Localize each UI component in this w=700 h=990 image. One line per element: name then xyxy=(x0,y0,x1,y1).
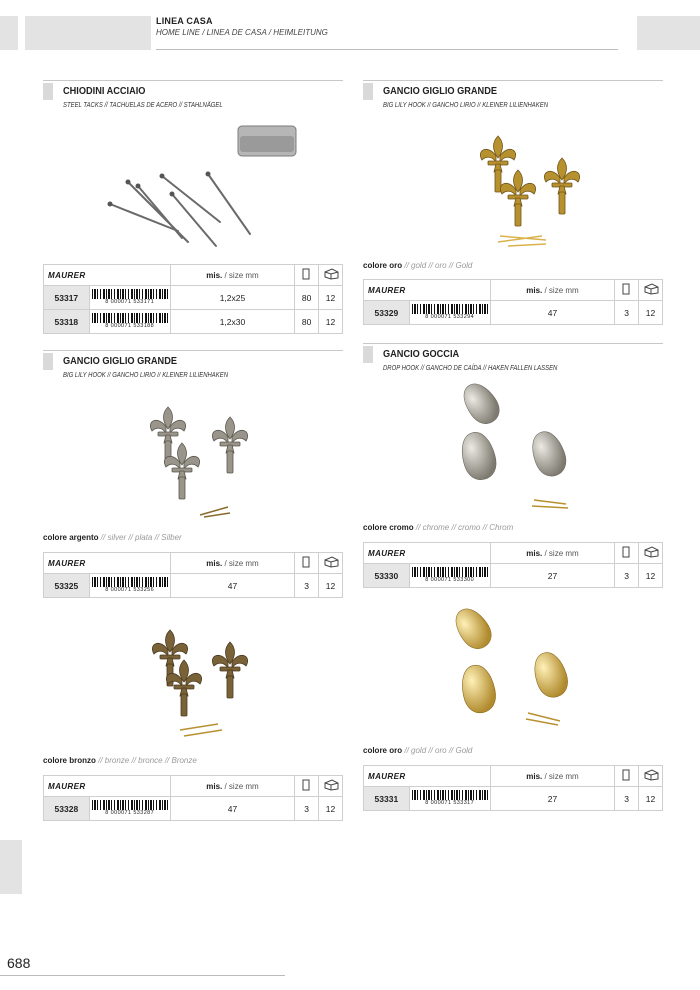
product-code: 53329 xyxy=(364,301,410,325)
product-table-lily-silver xyxy=(43,552,343,598)
mis-label: mis. xyxy=(206,558,223,568)
barcode-number: 8 000071 533171 xyxy=(105,299,155,305)
color-translations: // gold // oro // Gold xyxy=(402,261,473,270)
section-tab xyxy=(363,346,373,363)
size-header xyxy=(170,265,295,286)
unit-icon xyxy=(615,543,639,564)
qty-unit: 3 xyxy=(615,787,639,811)
size-label: / size mm xyxy=(542,548,579,558)
section-tab xyxy=(43,83,53,100)
page-header-subtitle: HOME LINE / LINEA DE CASA / HEIMLEITUNG xyxy=(156,28,328,37)
product-table-steel-tacks xyxy=(43,264,343,334)
table-row xyxy=(44,797,343,821)
color-translations: // chrome // cromo // Chrom xyxy=(413,523,514,532)
box-icon xyxy=(319,553,343,574)
section-title: GANCIO GIGLIO GRANDE xyxy=(63,356,177,367)
table-row xyxy=(364,564,663,588)
qty-box: 12 xyxy=(639,564,663,588)
page-header-title: LINEA CASA xyxy=(156,16,213,26)
section-subtitle: STEEL TACKS // TACHUELAS DE ACERO // STAHLNÄGEL xyxy=(63,102,223,109)
product-table-lily-bronze xyxy=(43,775,343,821)
mis-label: mis. xyxy=(206,781,223,791)
product-code: 53318 xyxy=(44,310,90,334)
corner-tab-right xyxy=(637,16,700,50)
barcode xyxy=(89,574,170,598)
brand-logo: MAURER xyxy=(364,280,491,301)
unit-icon xyxy=(295,265,319,286)
brand-logo: MAURER xyxy=(364,766,491,787)
box-icon xyxy=(639,766,663,787)
box-icon xyxy=(319,776,343,797)
barcode xyxy=(409,787,490,811)
barcode-number: 8 000071 533287 xyxy=(105,810,155,816)
size-label: / size mm xyxy=(222,781,259,791)
barcode xyxy=(409,564,490,588)
barcode-number: 8 000071 533188 xyxy=(105,323,155,329)
section-title: GANCIO GOCCIA xyxy=(383,349,460,360)
size-value: 47 xyxy=(170,574,295,598)
qty-unit: 80 xyxy=(295,310,319,334)
brand-logo: MAURER xyxy=(44,553,171,574)
color-name: colore argento xyxy=(43,533,99,542)
table-row xyxy=(364,787,663,811)
section-steel-tacks xyxy=(43,80,343,110)
unit-icon xyxy=(615,280,639,301)
barcode-number: 8 000071 533317 xyxy=(425,800,475,806)
mis-label: mis. xyxy=(526,548,543,558)
qty-unit: 80 xyxy=(295,286,319,310)
color-name: colore oro xyxy=(363,746,403,755)
barcode-number: 8 000071 533300 xyxy=(425,577,475,583)
unit-icon xyxy=(295,776,319,797)
color-name: colore oro xyxy=(363,261,403,270)
corner-tab-left xyxy=(0,16,18,50)
box-icon xyxy=(639,543,663,564)
section-tab xyxy=(43,353,53,370)
product-table-drop-gold xyxy=(363,765,663,811)
drop-hook-chrome-image xyxy=(450,382,590,517)
unit-icon xyxy=(615,766,639,787)
brand-logo: MAURER xyxy=(44,776,171,797)
mis-label: mis. xyxy=(526,285,543,295)
drop-hook-gold-image xyxy=(440,605,580,735)
section-subtitle: BIG LILY HOOK // GANCHO LIRIO // KLEINER LILIENHAKEN xyxy=(383,102,549,109)
table-row xyxy=(44,310,343,334)
table-row xyxy=(364,301,663,325)
section-subtitle: DROP HOOK // GANCHO DE CAÍDA // HAKEN FALLEN LASSEN xyxy=(383,365,558,372)
product-table-drop-chrome xyxy=(363,542,663,588)
color-label-gold-drop xyxy=(363,746,472,755)
lily-hook-bronze-image xyxy=(130,618,270,743)
color-name: colore bronzo xyxy=(43,756,96,765)
section-top-line xyxy=(43,350,343,351)
section-top-line xyxy=(43,80,343,81)
color-label-gold xyxy=(363,261,472,270)
size-header xyxy=(490,280,615,301)
size-value: 27 xyxy=(490,564,615,588)
qty-unit: 3 xyxy=(295,797,319,821)
footer-divider xyxy=(0,975,285,976)
section-subtitle: BIG LILY HOOK // GANCHO LIRIO // KLEINER LILIENHAKEN xyxy=(63,372,229,379)
barcode xyxy=(89,797,170,821)
size-header xyxy=(170,553,295,574)
size-header xyxy=(170,776,295,797)
box-icon xyxy=(639,280,663,301)
qty-box: 12 xyxy=(639,787,663,811)
box-icon xyxy=(319,265,343,286)
section-top-line xyxy=(363,80,663,81)
qty-unit: 3 xyxy=(615,564,639,588)
side-tab-left xyxy=(0,840,22,894)
page-number: 688 xyxy=(7,955,31,971)
table-row xyxy=(44,286,343,310)
color-name: colore cromo xyxy=(363,523,414,532)
qty-box: 12 xyxy=(319,286,343,310)
brand-logo: MAURER xyxy=(44,265,171,286)
size-label: / size mm xyxy=(222,270,259,280)
size-value: 1,2x30 xyxy=(170,310,295,334)
qty-unit: 3 xyxy=(615,301,639,325)
size-header xyxy=(490,766,615,787)
product-code: 53330 xyxy=(364,564,410,588)
color-label-bronze xyxy=(43,756,197,765)
qty-box: 12 xyxy=(319,310,343,334)
color-translations: // gold // oro // Gold xyxy=(402,746,473,755)
lily-hook-gold-image xyxy=(450,120,600,250)
color-label-silver xyxy=(43,533,182,542)
barcode xyxy=(89,310,170,334)
lily-hook-silver-image xyxy=(130,395,270,520)
header-gray-block xyxy=(25,16,151,50)
size-value: 27 xyxy=(490,787,615,811)
qty-box: 12 xyxy=(639,301,663,325)
size-label: / size mm xyxy=(542,285,579,295)
size-value: 1,2x25 xyxy=(170,286,295,310)
size-header xyxy=(490,543,615,564)
product-code: 53331 xyxy=(364,787,410,811)
section-top-line xyxy=(363,343,663,344)
barcode xyxy=(409,301,490,325)
product-code: 53325 xyxy=(44,574,90,598)
product-code: 53328 xyxy=(44,797,90,821)
product-table-lily-gold xyxy=(363,279,663,325)
size-value: 47 xyxy=(170,797,295,821)
header-divider xyxy=(156,49,618,50)
barcode xyxy=(89,286,170,310)
qty-box: 12 xyxy=(319,797,343,821)
steel-tacks-image xyxy=(100,118,310,253)
section-title: GANCIO GIGLIO GRANDE xyxy=(383,86,497,97)
size-label: / size mm xyxy=(542,771,579,781)
section-lily-hook-gold xyxy=(363,80,663,110)
color-translations: // bronze // bronce // Bronze xyxy=(95,756,197,765)
section-tab xyxy=(363,83,373,100)
color-translations: // silver // plata // Silber xyxy=(98,533,182,542)
product-code: 53317 xyxy=(44,286,90,310)
size-label: / size mm xyxy=(222,558,259,568)
mis-label: mis. xyxy=(206,270,223,280)
size-value: 47 xyxy=(490,301,615,325)
barcode-number: 8 000071 533256 xyxy=(105,587,155,593)
qty-box: 12 xyxy=(319,574,343,598)
qty-unit: 3 xyxy=(295,574,319,598)
brand-logo: MAURER xyxy=(364,543,491,564)
table-row xyxy=(44,574,343,598)
unit-icon xyxy=(295,553,319,574)
color-label-chrome xyxy=(363,523,513,532)
barcode-number: 8 000071 533294 xyxy=(425,314,475,320)
section-drop-hook xyxy=(363,343,663,373)
section-lily-hook-left xyxy=(43,350,343,380)
section-title: CHIODINI ACCIAIO xyxy=(63,86,146,97)
mis-label: mis. xyxy=(526,771,543,781)
